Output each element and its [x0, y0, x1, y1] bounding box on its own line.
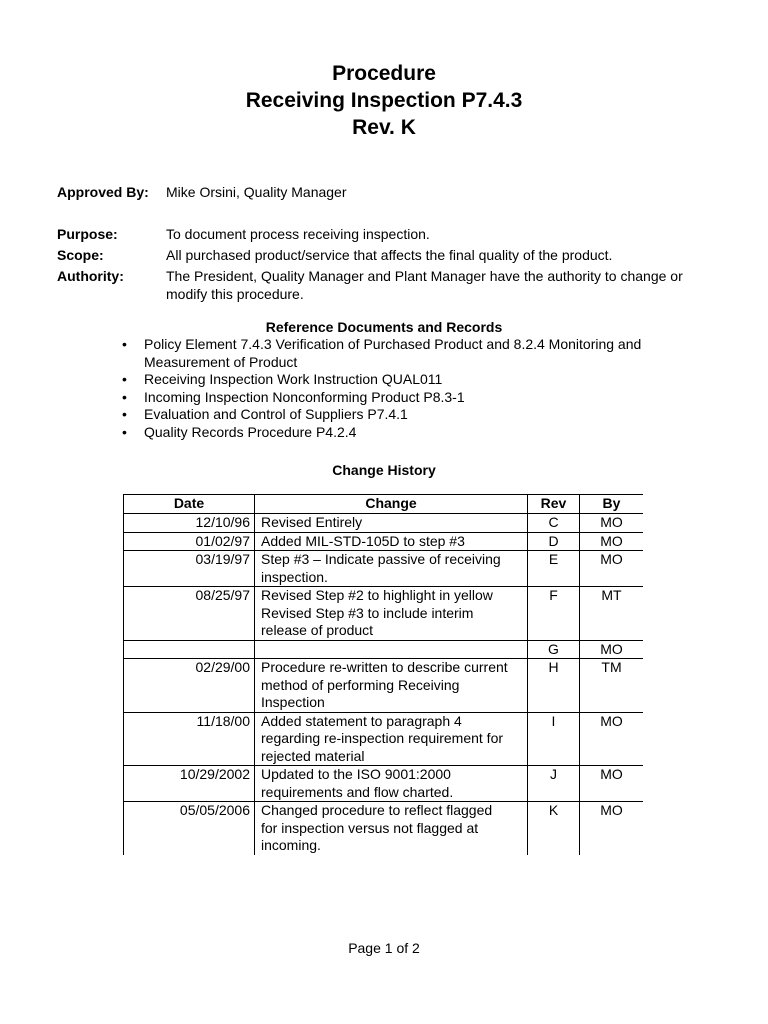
cell-change-line: Revised Entirely — [261, 514, 363, 530]
cell-rev: J — [528, 766, 580, 802]
cell-date: 05/05/2006 — [124, 802, 255, 855]
title-line-2: Receiving Inspection P7.4.3 — [245, 89, 523, 112]
table-row — [124, 514, 644, 533]
reference-item-text: • Incoming Inspection Nonconforming Product P8.3-1 — [144, 388, 465, 405]
cell-rev: G — [528, 640, 580, 659]
cell-change-line: Added statement to paragraph 4 — [261, 712, 462, 729]
table-header-row — [124, 495, 644, 514]
table-row — [124, 659, 644, 713]
cell-change-line: Procedure re-written to describe current — [261, 659, 508, 675]
change-history-table — [123, 494, 643, 855]
cell-change-line: for inspection versus not flagged at — [261, 819, 479, 836]
cell-change-line: inspection. — [261, 568, 328, 585]
cell-date: 11/18/00 — [124, 712, 255, 766]
cell-change-line: rejected material — [261, 747, 365, 764]
table-row — [124, 712, 644, 766]
cell-rev: E — [528, 551, 580, 587]
cell-date — [124, 640, 255, 659]
authority-label: Authority: — [57, 268, 124, 284]
change-history-body — [124, 514, 644, 855]
cell-change-line: Inspection — [261, 694, 325, 710]
cell-date: 08/25/97 — [124, 587, 255, 641]
page-number: Page 1 of 2 — [348, 940, 420, 956]
cell-change-line: release of product — [261, 622, 374, 638]
cell-change — [255, 802, 528, 855]
table-row — [124, 640, 644, 659]
cell-date: 03/19/97 — [124, 551, 255, 587]
cell-by: MO — [580, 532, 644, 551]
table-row — [124, 802, 644, 855]
table-row — [124, 766, 644, 802]
cell-by: MO — [580, 514, 644, 533]
cell-by: MO — [580, 802, 644, 855]
cell-change — [255, 532, 528, 551]
purpose-label: Purpose: — [57, 226, 118, 242]
cell-by: MO — [580, 551, 644, 587]
table-row — [124, 532, 644, 551]
cell-change — [255, 587, 528, 641]
approved-by-value: Mike Orsini, Quality Manager — [166, 184, 347, 200]
scope-value: All purchased product/service that affects the final quality of the product. — [166, 247, 613, 263]
cell-rev: F — [528, 587, 580, 641]
references-heading: Reference Documents and Records — [265, 319, 503, 335]
references-list — [144, 336, 641, 441]
title-line-3: Rev. K — [352, 116, 416, 139]
cell-by: MO — [580, 766, 644, 802]
cell-by: MT — [580, 587, 644, 641]
cell-change — [255, 766, 528, 802]
reference-item-text: • Evaluation and Control of Suppliers P7.4.1 — [144, 406, 408, 422]
reference-item-text: • Policy Element 7.4.3 Verification of Purchased Product and 8.2.4 Monitoring and — [144, 336, 642, 352]
cell-date: 02/29/00 — [124, 659, 255, 713]
column-header-by: By — [580, 495, 644, 514]
cell-change — [255, 659, 528, 713]
cell-date: 01/02/97 — [124, 532, 255, 551]
change-history-heading: Change History — [332, 462, 436, 478]
cell-change-line: Revised Step #3 to include interim — [261, 604, 474, 621]
cell-change-line: method of performing Receiving — [261, 676, 460, 693]
cell-change — [255, 514, 528, 533]
column-header-change: Change — [255, 495, 528, 514]
cell-change — [255, 640, 528, 659]
cell-change-line: Changed procedure to reflect flagged — [261, 802, 493, 818]
document-title — [0, 60, 768, 141]
column-header-date: Date — [124, 495, 255, 514]
reference-item — [144, 371, 641, 389]
column-header-rev: Rev — [528, 495, 580, 514]
cell-date: 12/10/96 — [124, 514, 255, 533]
cell-by: MO — [580, 712, 644, 766]
scope-label: Scope: — [57, 247, 104, 263]
cell-by: MO — [580, 640, 644, 659]
reference-item — [144, 424, 641, 442]
cell-change-line: Revised Step #2 to highlight in yellow — [261, 587, 493, 603]
reference-item-text: • Quality Records Procedure P4.2.4 — [144, 423, 357, 440]
cell-rev: H — [528, 659, 580, 713]
purpose-value: To document process receiving inspection. — [166, 226, 430, 242]
cell-change-line: requirements and flow charted. — [261, 783, 454, 800]
authority-value-line-2: modify this procedure. — [166, 286, 304, 302]
reference-item-text: • Receiving Inspection Work Instruction QUAL011 — [144, 371, 443, 387]
cell-by: TM — [580, 659, 644, 713]
cell-rev: D — [528, 532, 580, 551]
reference-item — [144, 406, 641, 424]
approved-by-label: Approved By: — [57, 184, 149, 200]
reference-item — [144, 336, 641, 371]
title-line-1: Procedure — [332, 62, 436, 85]
reference-item — [144, 389, 641, 407]
cell-change-line: Added MIL-STD-105D to step #3 — [261, 532, 465, 549]
cell-rev: I — [528, 712, 580, 766]
table-row — [124, 551, 644, 587]
reference-item-text: Measurement of Product — [144, 353, 298, 370]
cell-date: 10/29/2002 — [124, 766, 255, 802]
authority-value-line-1: The President, Quality Manager and Plant Manager have the authority to change or — [166, 268, 683, 284]
cell-change-line: incoming. — [261, 837, 321, 853]
cell-change-line: Step #3 – Indicate passive of receiving — [261, 551, 501, 567]
table-row — [124, 587, 644, 641]
cell-rev: C — [528, 514, 580, 533]
cell-rev: K — [528, 802, 580, 855]
cell-change — [255, 551, 528, 587]
cell-change-line: regarding re-inspection requirement for — [261, 730, 504, 746]
cell-change-line: Updated to the ISO 9001:2000 — [261, 766, 451, 782]
cell-change — [255, 712, 528, 766]
